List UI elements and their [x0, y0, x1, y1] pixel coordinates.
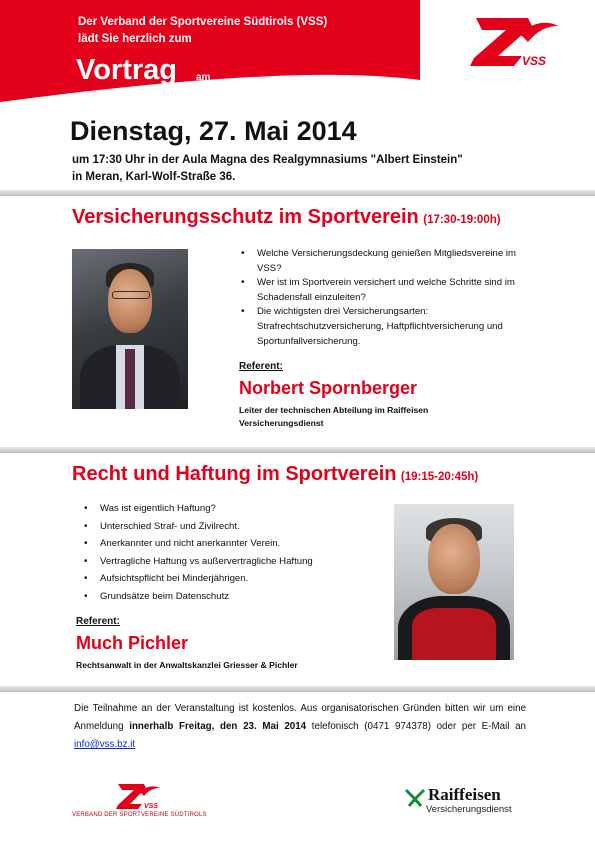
- section2-heading: [72, 463, 478, 486]
- speaker2-photo: [394, 504, 514, 660]
- list-item: • Unterschied Straf- und Zivilrecht.: [84, 518, 374, 536]
- registration-info: [74, 700, 526, 754]
- raiffeisen-gable-icon: [404, 786, 426, 808]
- page-title: Vortrag: [76, 54, 177, 86]
- email-link[interactable]: info@vss.bz.it: [74, 739, 136, 750]
- section2-referent-label: Referent:: [76, 616, 120, 627]
- section1-title: Versicherungsschutz im Sportverein: [72, 206, 419, 228]
- list-item: • Was ist eigentlich Haftung?: [84, 500, 374, 518]
- section1-time: (17:30-19:00h): [423, 214, 501, 226]
- section-divider: [0, 447, 595, 453]
- intro-line-1: Der Verband der Sportvereine Südtirols (VSS): [78, 16, 328, 28]
- section2-bullet-list: [84, 500, 374, 606]
- list-item: • Vertragliche Haftung vs außervertragliche Haftung: [84, 553, 374, 571]
- section1-heading: [72, 206, 501, 229]
- section1-referent-name: Norbert Spornberger: [239, 378, 418, 398]
- section2-title: Recht und Haftung im Sportverein: [72, 463, 397, 485]
- registration-text-2: telefonisch (0471 974378) oder per E-Mail an: [306, 721, 526, 732]
- list-item: • Grundsätze beim Datenschutz: [84, 588, 374, 606]
- list-item: • Anerkannter und nicht anerkannter Verein.: [84, 535, 374, 553]
- vss-footer-name: VERBAND DER SPORTVEREINE SÜDTIROLS: [72, 812, 207, 818]
- event-venue: [72, 152, 463, 186]
- list-item: • Aufsichtspflicht bei Minderjährigen.: [84, 570, 374, 588]
- registration-text-1: Die Teilnahme an der Veranstaltung ist kostenlos. Aus organisatorischen Gründen bitten wir um eine Anmeldung: [74, 703, 526, 732]
- venue-line-1: um 17:30 Uhr in der Aula Magna des Realgymnasiums "Albert Einstein": [72, 154, 463, 166]
- vss-footer-mark: VSS: [144, 803, 159, 810]
- section-divider: [0, 190, 595, 196]
- section1-referent-label: Referent:: [239, 361, 283, 372]
- list-item: • Wer ist im Sportverein versichert und welche Schritte sind im Schadensfall einzuleiten?: [241, 276, 531, 305]
- header-intro: [78, 14, 327, 48]
- page-title-suffix: am: [196, 72, 211, 83]
- section1-bullet-list: [241, 247, 531, 349]
- raiffeisen-name: Raiffeisen: [428, 785, 501, 804]
- venue-line-2: in Meran, Karl-Wolf-Straße 36.: [72, 171, 236, 183]
- list-item: • Welche Versicherungsdeckung genießen Mitgliedsvereine im VSS?: [241, 247, 531, 276]
- section2-time: (19:15-20:45h): [400, 471, 479, 483]
- section2-referent-name: Much Pichler: [76, 633, 189, 653]
- registration-deadline: innerhalb Freitag, den 23. Mai 2014: [129, 721, 307, 732]
- intro-line-2: lädt Sie herzlich zum: [78, 33, 192, 45]
- section2-referent-role: Rechtsanwalt in der Anwaltskanzlei Griesser & Pichler: [76, 660, 298, 670]
- list-item: • Die wichtigsten drei Versicherungsarten: Strafrechtschutzversicherung, Haftpflichtversicherung und Sportunfallversicherung.: [241, 305, 531, 349]
- raiffeisen-subtitle: Versicherungsdienst: [426, 804, 512, 815]
- speaker1-photo: [72, 249, 188, 409]
- vss-logo-icon: [462, 12, 562, 72]
- event-date: Dienstag, 27. Mai 2014: [70, 116, 357, 146]
- vss-logo-text: VSS: [522, 54, 547, 68]
- section1-referent-role: Leiter der technischen Abteilung im Raiffeisen Versicherungsdienst: [239, 405, 429, 428]
- section-divider: [0, 686, 595, 692]
